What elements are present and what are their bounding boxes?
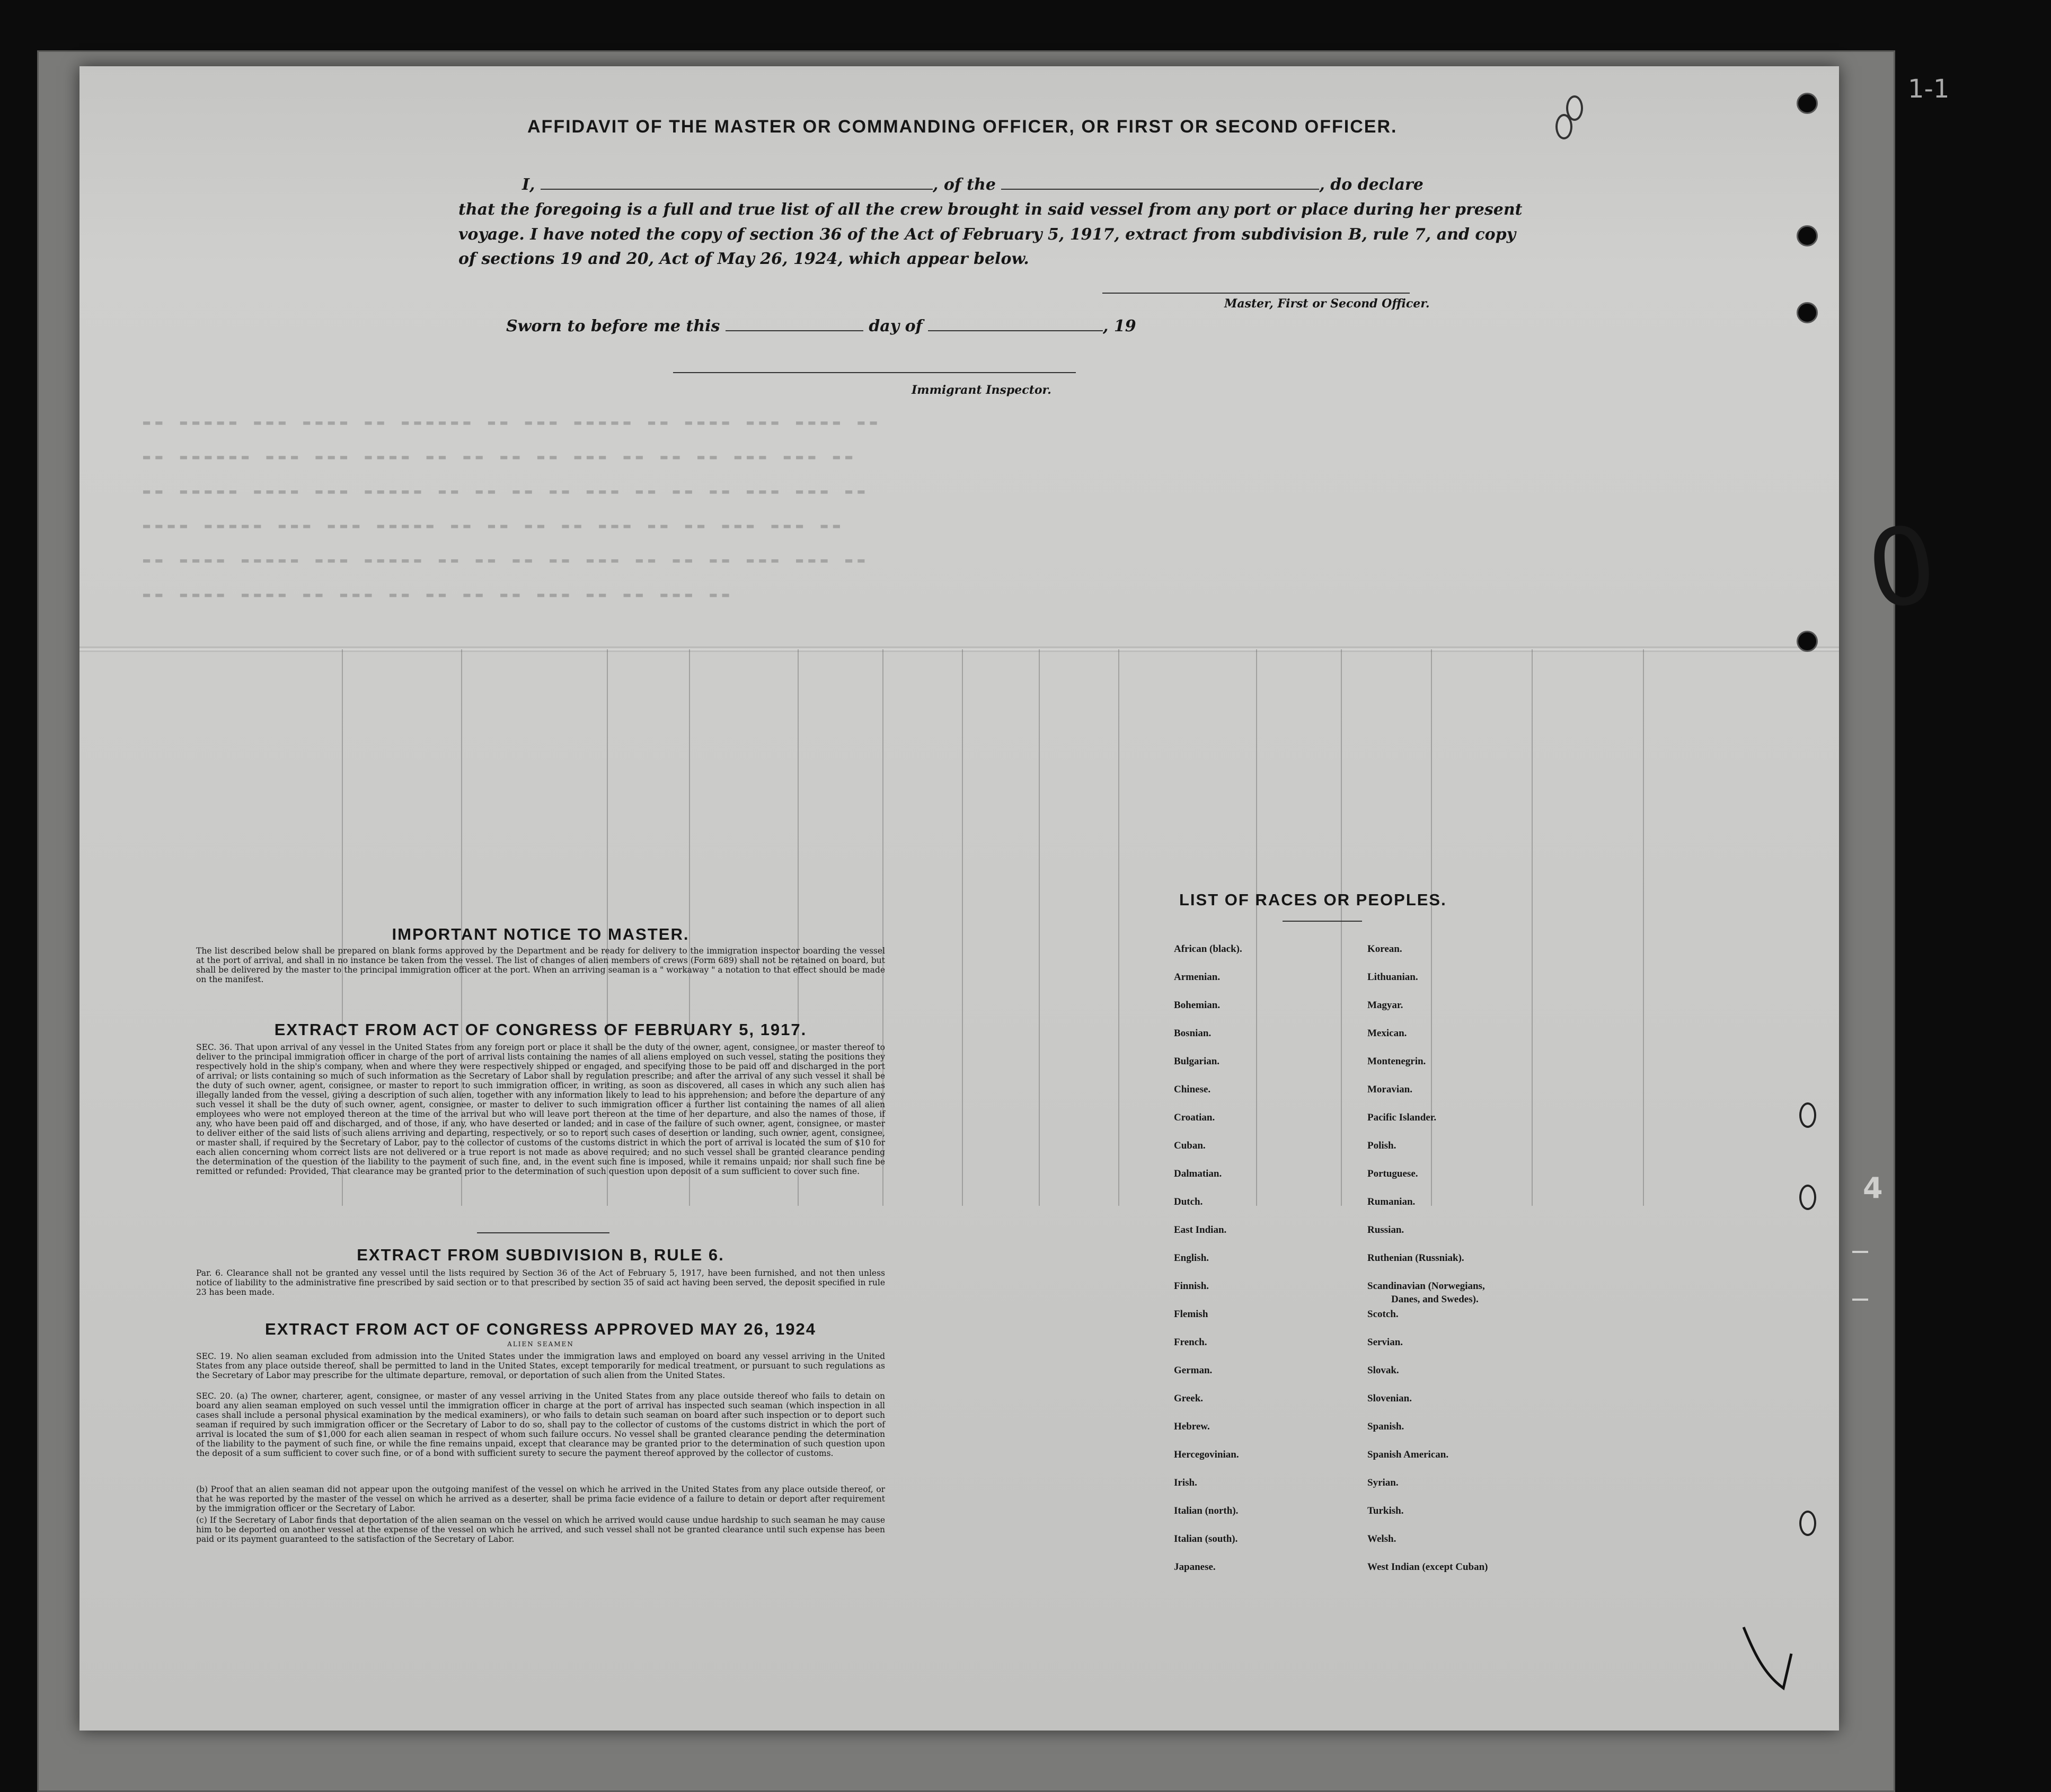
race-left: Japanese. <box>1174 1561 1216 1573</box>
year-label: , 19 <box>1103 317 1136 336</box>
officer-name-blank[interactable] <box>541 175 933 190</box>
sworn-label: Sworn to before me this <box>506 317 720 336</box>
race-right: Pacific Islander. <box>1367 1112 1437 1123</box>
race-left: German. <box>1174 1365 1213 1376</box>
race-left: Italian (south). <box>1174 1533 1238 1544</box>
column-rule <box>1643 649 1644 1206</box>
fold-line <box>79 647 1839 652</box>
column-rule <box>962 649 963 1206</box>
notice-title: IMPORTANT NOTICE TO MASTER. <box>392 925 689 943</box>
bleed-through-row: ▬▬ ▬▬▬▬▬▬ ▬▬▬ ▬▬▬ ▬▬▬▬ ▬▬ ▬▬ ▬▬ ▬▬ ▬▬▬ ▬▬ ▬▬ ▬▬ ▬▬▬ ▬▬▬ ▬▬ <box>143 451 858 464</box>
extract-1924-sec20b: (b) Proof that an alien seaman did not appear upon the outgoing manifest of the vessel on which he arrived in the United States from any place outside thereof, or that he was reported by the master of the vessel on which he arrived as a deserter, shall be prima facie evidence of a failure to detain or deport after requirement by the immigration officer or the Secretary of Labor. <box>196 1485 885 1513</box>
race-left: Chinese. <box>1174 1084 1211 1095</box>
race-right: Montenegrin. <box>1367 1056 1426 1067</box>
margin-tick <box>1852 1251 1868 1253</box>
race-right: Rumanian. <box>1367 1196 1416 1207</box>
affidavit-of-the-label: , of the <box>932 175 996 194</box>
race-right-continuation: Danes, and Swedes). <box>1391 1294 1479 1305</box>
inspector-label: Immigrant Inspector. <box>912 383 1051 397</box>
affidavit-i-label: I, <box>522 175 535 194</box>
race-left: Greek. <box>1174 1393 1204 1404</box>
column-rule <box>1039 649 1040 1206</box>
inspector-signature-line[interactable] <box>673 371 1076 373</box>
race-right: Spanish American. <box>1367 1449 1449 1460</box>
column-rule <box>1341 649 1342 1206</box>
race-left: Dalmatian. <box>1174 1168 1222 1179</box>
extract-1924-subtitle: ALIEN SEAMEN <box>507 1340 574 1348</box>
extract-1924-title: EXTRACT FROM ACT OF CONGRESS APPROVED MAY 26, 1924 <box>265 1320 816 1338</box>
races-title: LIST OF RACES OR PEOPLES. <box>1179 890 1447 909</box>
race-left: Bulgarian. <box>1174 1056 1220 1067</box>
affidavit-line-4: of sections 19 and 20, Act of May 26, 1924, which appear below. <box>458 250 1029 268</box>
race-right: Scotch. <box>1367 1309 1399 1320</box>
race-left: Finnish. <box>1174 1281 1209 1292</box>
race-right: Slovak. <box>1367 1365 1399 1376</box>
bleed-through-row: ▬▬ ▬▬▬▬▬ ▬▬▬ ▬▬▬▬ ▬▬ ▬▬▬▬▬▬ ▬▬ ▬▬▬ ▬▬▬▬▬ ▬▬ ▬▬▬▬ ▬▬▬ ▬▬▬▬ ▬▬ <box>143 416 882 429</box>
master-signature-line[interactable] <box>1102 292 1410 294</box>
binder-hole <box>1799 1511 1816 1536</box>
column-rule <box>1532 649 1533 1206</box>
race-right: Moravian. <box>1367 1084 1412 1095</box>
bleed-through-row: ▬▬ ▬▬▬▬▬ ▬▬▬▬ ▬▬▬ ▬▬▬▬▬ ▬▬ ▬▬ ▬▬ ▬▬ ▬▬▬ ▬▬ ▬▬ ▬▬ ▬▬▬ ▬▬▬ ▬▬ <box>143 485 870 498</box>
race-right: Polish. <box>1367 1140 1396 1151</box>
column-rule <box>1256 649 1257 1206</box>
binder-hole <box>1797 302 1818 323</box>
subdivision-body: Par. 6. Clearance shall not be granted any vessel until the lists required by Section 36 of the Act of February 5, 1917, have been furnished, and not then unless notice of liability to the administrative fine prescribed by said section or to that prescribed by section 35 of said act having been served, the deposit specified in rule 23 has been made. <box>196 1268 885 1297</box>
race-right: Spanish. <box>1367 1421 1404 1432</box>
handwritten-check-mark <box>1733 1622 1818 1701</box>
handwritten-margin-four: 4 <box>1863 1171 1883 1205</box>
race-right: Slovenian. <box>1367 1393 1412 1404</box>
margin-tick <box>1852 1299 1868 1301</box>
race-left: Hebrew. <box>1174 1421 1210 1432</box>
race-left: Irish. <box>1174 1477 1197 1488</box>
bleed-through-row: ▬▬▬▬ ▬▬▬▬▬ ▬▬▬ ▬▬▬ ▬▬▬▬▬ ▬▬ ▬▬ ▬▬ ▬▬ ▬▬▬ ▬▬ ▬▬ ▬▬▬ ▬▬▬ ▬▬ <box>143 519 845 533</box>
sworn-month-blank[interactable] <box>928 316 1103 331</box>
race-right: Lithuanian. <box>1367 972 1418 983</box>
day-of-label: day of <box>869 317 923 336</box>
bleed-through-row: ▬▬ ▬▬▬▬ ▬▬▬▬ ▬▬ ▬▬▬ ▬▬ ▬▬ ▬▬ ▬▬ ▬▬▬ ▬▬ ▬▬ ▬▬▬ ▬▬ <box>143 588 735 602</box>
race-right: Turkish. <box>1367 1505 1404 1516</box>
race-left: East Indian. <box>1174 1224 1227 1235</box>
race-right: Mexican. <box>1367 1028 1407 1039</box>
notice-body: The list described below shall be prepared on blank forms approved by the Department and be ready for delivery to the immigration inspector boarding the vessel at the port of arrival, and shall in no instance be taken from the vessel. The list of changes of alien members of crews (Form 689) shall not be retained on board, but shall be delivered by the master to the principal immigration officer at the port. When an arriving seaman is a " workaway " a notation to that effect should be made on the manifest. <box>196 946 885 984</box>
race-left: Croatian. <box>1174 1112 1215 1123</box>
race-right: Syrian. <box>1367 1477 1399 1488</box>
race-right: Scandinavian (Norwegians, <box>1367 1281 1485 1292</box>
race-right: Ruthenian (Russniak). <box>1367 1252 1464 1264</box>
bleed-through-row: ▬▬ ▬▬▬▬ ▬▬▬▬▬ ▬▬▬ ▬▬▬▬▬ ▬▬ ▬▬ ▬▬ ▬▬ ▬▬▬ ▬▬ ▬▬ ▬▬ ▬▬▬ ▬▬▬ ▬▬ <box>143 554 870 567</box>
affidavit-declare-label: , do declare <box>1319 175 1424 194</box>
race-left: Armenian. <box>1174 972 1221 983</box>
race-right: Magyar. <box>1367 1000 1403 1011</box>
vessel-name-blank[interactable] <box>1001 175 1319 190</box>
extract-1917-body: SEC. 36. That upon arrival of any vessel in the United States from any foreign port or place it shall be the duty of the owner, agent, consignee, or master thereof to deliver to the principal immigration officer in charge of the port of arrival lists containing the names of all aliens employed on such vessel, stating the positions they respectively hold in the ship's company, when and where they were respectively shipped or engaged, and specifying those to be paid off and discharged in the port of arrival; or lists containing so much of such information as the Secretary of Labor shall by regulation prescribe; and after the arrival of any such vessel it shall be the duty of such owner, agent, consignee, or master to report to such immigration officer, in writing, as soon as discovered, all cases in which any such alien has illegally landed from the vessel, giving a description of such alien, together with any information likely to lead to his apprehension; and before the departure of any such vessel it shall be the duty of such owner, agent, consignee, or master to deliver to such immigration officer a further list containing the names of all alien employees who were not employed thereon at the time of the arrival but who will leave port thereon at the time of her departure, and also the names of those, if any, who have been paid off and discharged, and of those, if any, who have deserted or landed; and in case of the failure of such owner, agent, consignee, or master to deliver either of the said lists of such aliens arriving and departing, respectively, or so to report such cases of desertion or landing, such owner, agent, consignee, or master shall, if required by the Secretary of Labor, pay to the collector of customs of the customs district in which the port of arrival is located the sum of $10 for each alien concerning whom correct lists are not delivered or a true report is not made as above required; and no such vessel shall be granted clearance pending the determination of the question of the liability to the payment of such fine, and, in the event such fine is imposed, while it remains unpaid; nor shall such fine be remitted or refunded: Provided, That clearance may be granted prior to the determination of such question upon deposit of a sum sufficient to cover such fine. <box>196 1043 885 1176</box>
race-right: Welsh. <box>1367 1533 1396 1544</box>
race-left: English. <box>1174 1252 1209 1264</box>
extract-1917-title: EXTRACT FROM ACT OF CONGRESS OF FEBRUARY 5, 1917. <box>274 1020 807 1039</box>
race-left: African (black). <box>1174 943 1242 955</box>
master-signature-label: Master, First or Second Officer. <box>1224 297 1430 311</box>
race-right: Korean. <box>1367 943 1402 955</box>
affidavit-line-1 <box>522 175 1424 194</box>
races-title-rule <box>1283 921 1362 922</box>
section-divider <box>477 1232 609 1233</box>
extract-1924-sec20a: SEC. 20. (a) The owner, charterer, agent, consignee, or master of any vessel arriving in the United States from any place outside thereof who fails to detain on board any alien seaman employed on such vessel until the immigration officer in charge at the port of arrival has inspected such seaman (which inspection in all cases shall include a personal physical examination by the medical examiners), or who fails to detain such seaman on board after such inspection or to deport such seaman if required by such immigration officer or the Secretary of Labor to do so, shall pay to the collector of customs of the customs district in which the port of arrival is located the sum of $1,000 for each alien seaman in respect of whom such failure occurs. No vessel shall be granted clearance pending the determination of the liability to the payment of such fine, or while the fine remains unpaid, except that clearance may be granted prior to the determination of such question upon the deposit of a sum sufficient to cover such fine, or of a bond with sufficient surety to secure the payment thereof approved by the collector of customs. <box>196 1391 885 1458</box>
affidavit-line-2: that the foregoing is a full and true list of all the crew brought in said vessel from any port or place during her present <box>458 200 1523 219</box>
race-left: Hercegovinian. <box>1174 1449 1239 1460</box>
race-right: West Indian (except Cuban) <box>1367 1561 1488 1573</box>
race-left: Flemish <box>1174 1309 1208 1320</box>
race-left: Bohemian. <box>1174 1000 1221 1011</box>
race-left: Bosnian. <box>1174 1028 1212 1039</box>
binder-hole <box>1797 631 1818 652</box>
race-left: Cuban. <box>1174 1140 1206 1151</box>
race-right: Russian. <box>1367 1224 1404 1235</box>
race-left: Italian (north). <box>1174 1505 1239 1516</box>
handwritten-corner-note: 1-1 <box>1908 74 1950 104</box>
binder-hole <box>1799 1102 1816 1128</box>
column-rule <box>1118 649 1119 1206</box>
race-left: Dutch. <box>1174 1196 1203 1207</box>
affidavit-title: AFFIDAVIT OF THE MASTER OR COMMANDING OFFICER, OR FIRST OR SECOND OFFICER. <box>527 117 1398 137</box>
extract-1924-sec19: SEC. 19. No alien seaman excluded from admission into the United States under the immigration laws and employed on board any vessel arriving in the United States from any place outside thereof, shall be permitted to land in the United States, except temporarily for medical treatment, or pursuant to such regulations as the Secretary of Labor may prescribe for the ultimate departure, removal, or deportation of such alien from the United States. <box>196 1352 885 1380</box>
race-right: Servian. <box>1367 1337 1403 1348</box>
sworn-line <box>506 316 1136 336</box>
binder-hole <box>1799 1185 1816 1210</box>
sworn-day-blank[interactable] <box>726 316 863 331</box>
subdivision-title: EXTRACT FROM SUBDIVISION B, RULE 6. <box>357 1246 724 1264</box>
affidavit-line-3: voyage. I have noted the copy of section 36 of the Act of February 5, 1917, extract from subdivision B, rule 7, and copy <box>458 225 1516 244</box>
binder-hole <box>1797 93 1818 114</box>
extract-1924-sec20c: (c) If the Secretary of Labor finds that deportation of the alien seaman on the vessel on which he arrived would cause undue hardship to such seaman he may cause him to be deported on another vessel at the expense of the vessel on which he arrived, and such vessel shall not be granted clearance until such expense has been paid or its payment guaranteed to the satisfaction of the Secretary of Labor. <box>196 1515 885 1544</box>
handwritten-zero: 0 <box>1860 502 1944 634</box>
race-right: Portuguese. <box>1367 1168 1418 1179</box>
race-left: French. <box>1174 1337 1207 1348</box>
binder-hole <box>1797 225 1818 246</box>
small-punch-hole <box>1555 114 1572 139</box>
